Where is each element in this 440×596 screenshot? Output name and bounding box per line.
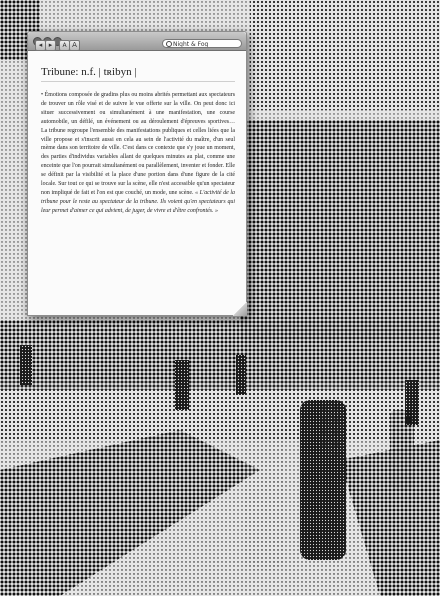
entry-definition [41, 91, 235, 216]
search-icon [166, 41, 172, 47]
entry-bullet: • [41, 92, 44, 98]
page-curl-corner [233, 302, 247, 316]
search-field[interactable] [162, 39, 242, 48]
dictionary-window [27, 31, 247, 316]
entry-content [41, 66, 235, 216]
back-button[interactable]: ◂ [35, 40, 46, 51]
forward-button[interactable]: ▸ [45, 40, 56, 51]
entry-headword: Tribune: n.f. | tʀibyn | [41, 66, 235, 82]
font-smaller-button[interactable]: A [59, 40, 70, 51]
entry-body-text: Émotions composée de gradins plus ou moins abrités permettant aux spectateurs de trouver un rôle visé et de suivre le vue offerte sur la ville. On peut donc ici situer successivement ou simultanément à une manifestation, une course automobile, un défilé, un événement ou au déroulement d'épreuves sportives… La tribune regroupe l'ensemble des manifestations publiques et celles liées que la ville propose et s'inscrit aussi en cela au sein de l'activité du maître, d'un seul mème dans son territoire de ville. C'est dans ce contexte que s'y joue un moment, des parties d'individus variables allant de quelques minutes au plat, comme une enceinte que l'on pourrait simultanément ou parallèlement, inventer et fonder. Elle se définit par la visibilité et la place d'une portion dans d'une figure de la cité locale. Sur tout ce qui se trouve sur la scène, elle n'est accessible qu'un spectateur non impliqué de fait et l'on est que couché, un mode, une scène. [41, 92, 235, 196]
entry-quote-text: « L'activité de la tribune pour le reste au spectateur de la tribune. Ils voient qu'en spectateurs qui leur permet d'aimer ce qui advient, de juger, de vivre et d'être confrontés. » [41, 189, 235, 214]
window-titlebar[interactable] [28, 32, 246, 51]
font-larger-button[interactable]: A [69, 40, 80, 51]
search-value: Night & Fog [173, 41, 209, 48]
